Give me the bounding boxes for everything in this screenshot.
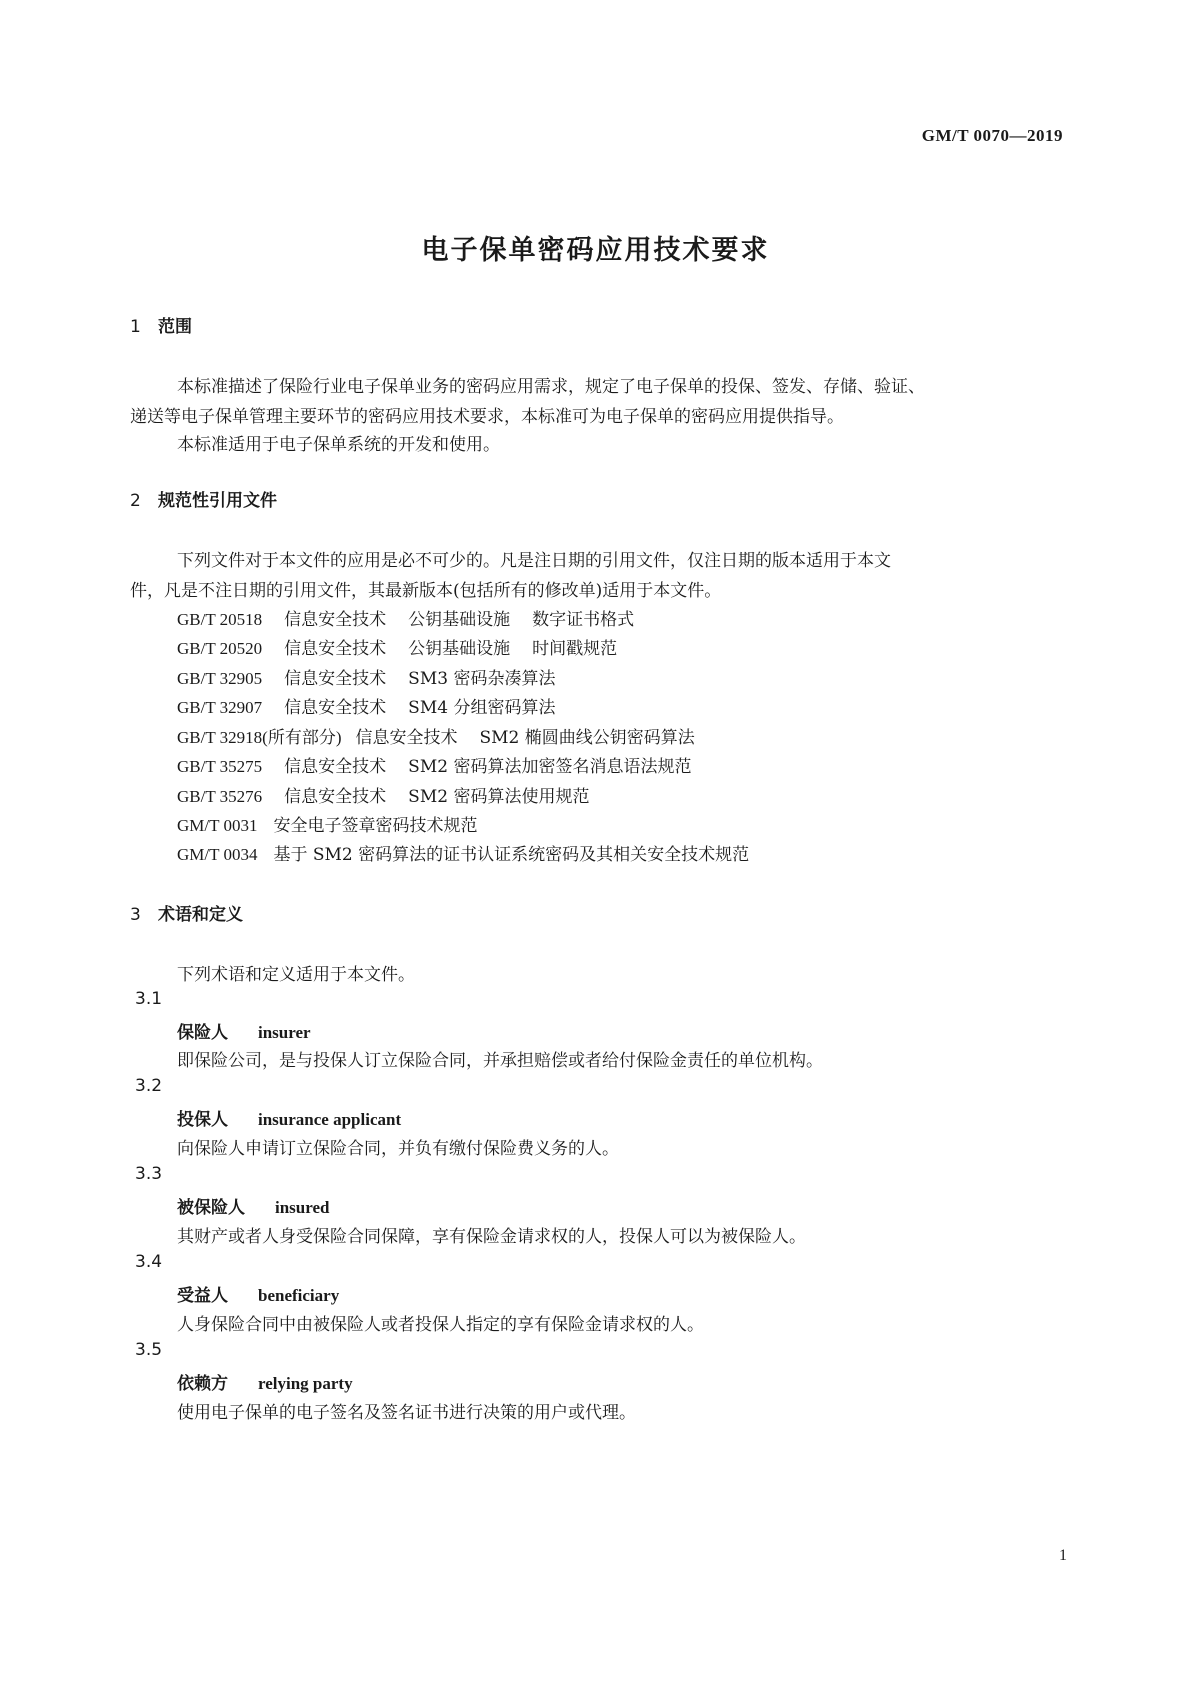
terms-intro: 下列术语和定义适用于本文件。 (177, 965, 415, 985)
reference-item (177, 723, 717, 748)
reference-title-part: 信息安全技术 (355, 728, 458, 748)
scope-paragraph-line: 本标准描述了保险行业电子保单业务的密码应用需求，规定了电子保单的投保、签发、存储、验证、 (177, 377, 925, 397)
term-definition: 向保险人申请订立保险合同，并负有缴付保险费义务的人。 (177, 1139, 619, 1159)
term-definition: 人身保险合同中由被保险人或者投保人指定的享有保险金请求权的人。 (177, 1315, 704, 1335)
reference-code: GB/T 20518 (177, 610, 263, 629)
references-intro-line: 下列文件对于本文件的应用是必不可少的。凡是注日期的引用文件，仅注日期的版本适用于本文 (177, 551, 891, 571)
reference-item (177, 693, 577, 718)
term-definition: 即保险公司，是与投保人订立保险合同，并承担赔偿或者给付保险金责任的单位机构。 (177, 1051, 823, 1071)
section-heading-terms-definitions (130, 900, 243, 925)
reference-title-part: 信息安全技术 (284, 610, 387, 630)
term-name (177, 1369, 353, 1394)
term-chinese: 投保人 (177, 1110, 228, 1130)
reference-item (177, 634, 639, 659)
references-intro-line: 件，凡是不注日期的引用文件，其最新版本(包括所有的修改单)适用于本文件。 (130, 581, 722, 601)
reference-code: GB/T 35275 (177, 757, 263, 776)
term-number: 3.4 (135, 1252, 163, 1272)
reference-title-part: 公钥基础设施 (408, 639, 511, 659)
term-number: 3.5 (135, 1340, 163, 1360)
reference-title-part: 时间戳规范 (532, 639, 618, 659)
term-english: insurance applicant (258, 1110, 402, 1129)
section-title: 术语和定义 (158, 905, 243, 925)
reference-title-part: 信息安全技术 (284, 669, 387, 689)
reference-title-part: SM2 椭圆曲线公钥密码算法 (479, 728, 695, 748)
reference-title-part: 公钥基础设施 (408, 610, 511, 630)
section-title: 范围 (158, 317, 192, 337)
term-name (177, 1193, 330, 1218)
reference-title-part: SM2 密码算法使用规范 (408, 787, 590, 807)
reference-code: GM/T 0031 (177, 816, 258, 835)
term-english: beneficiary (258, 1286, 340, 1305)
reference-code: GB/T 32918(所有部分) (177, 728, 342, 747)
reference-item (177, 605, 656, 630)
reference-title-part: 安全电子签章密码技术规范 (273, 816, 478, 836)
term-chinese: 被保险人 (177, 1198, 245, 1218)
term-english: insured (275, 1198, 330, 1217)
reference-item (177, 811, 499, 836)
reference-title-part: SM3 密码杂凑算法 (408, 669, 556, 689)
term-chinese: 依赖方 (177, 1374, 228, 1394)
term-chinese: 保险人 (177, 1023, 228, 1043)
reference-title-part: 信息安全技术 (284, 787, 387, 807)
reference-code: GB/T 32905 (177, 669, 263, 688)
term-english: relying party (258, 1374, 353, 1393)
term-number: 3.2 (135, 1076, 163, 1096)
term-english: insurer (258, 1023, 311, 1042)
term-name (177, 1018, 311, 1043)
section-heading-scope (130, 312, 192, 337)
reference-title-part: 基于 SM2 密码算法的证书认证系统密码及其相关安全技术规范 (273, 845, 750, 865)
reference-title-part: 信息安全技术 (284, 639, 387, 659)
document-title: 电子保单密码应用技术要求 (421, 235, 770, 266)
section-number: 2 (130, 491, 141, 511)
reference-title-part: 信息安全技术 (284, 698, 387, 718)
reference-title-part: 信息安全技术 (284, 757, 387, 777)
reference-code: GM/T 0034 (177, 845, 258, 864)
scope-paragraph: 本标准适用于电子保单系统的开发和使用。 (177, 435, 500, 455)
section-number: 3 (130, 905, 141, 925)
reference-item (177, 782, 611, 807)
term-name (177, 1281, 339, 1306)
section-number: 1 (130, 317, 141, 337)
term-definition: 使用电子保单的电子签名及签名证书进行决策的用户或代理。 (177, 1403, 636, 1423)
term-number: 3.3 (135, 1164, 163, 1184)
reference-title-part: 数字证书格式 (532, 610, 635, 630)
reference-code: GB/T 32907 (177, 698, 263, 717)
reference-item (177, 752, 713, 777)
reference-item (177, 664, 577, 689)
reference-item (177, 840, 771, 865)
reference-title-part: SM4 分组密码算法 (408, 698, 556, 718)
document-code: GM/T 0070—2019 (921, 126, 1063, 145)
term-name (177, 1105, 401, 1130)
page-number: 1 (1059, 1547, 1067, 1564)
section-heading-normative-references (130, 486, 277, 511)
reference-title-part: SM2 密码算法加密签名消息语法规范 (408, 757, 692, 777)
reference-code: GB/T 20520 (177, 639, 263, 658)
term-chinese: 受益人 (177, 1286, 228, 1306)
scope-paragraph-line: 递送等电子保单管理主要环节的密码应用技术要求，本标准可为电子保单的密码应用提供指导。 (130, 407, 844, 427)
term-definition: 其财产或者人身受保险合同保障，享有保险金请求权的人，投保人可以为被保险人。 (177, 1227, 806, 1247)
reference-code: GB/T 35276 (177, 787, 263, 806)
term-number: 3.1 (135, 989, 163, 1009)
section-title: 规范性引用文件 (158, 491, 277, 511)
